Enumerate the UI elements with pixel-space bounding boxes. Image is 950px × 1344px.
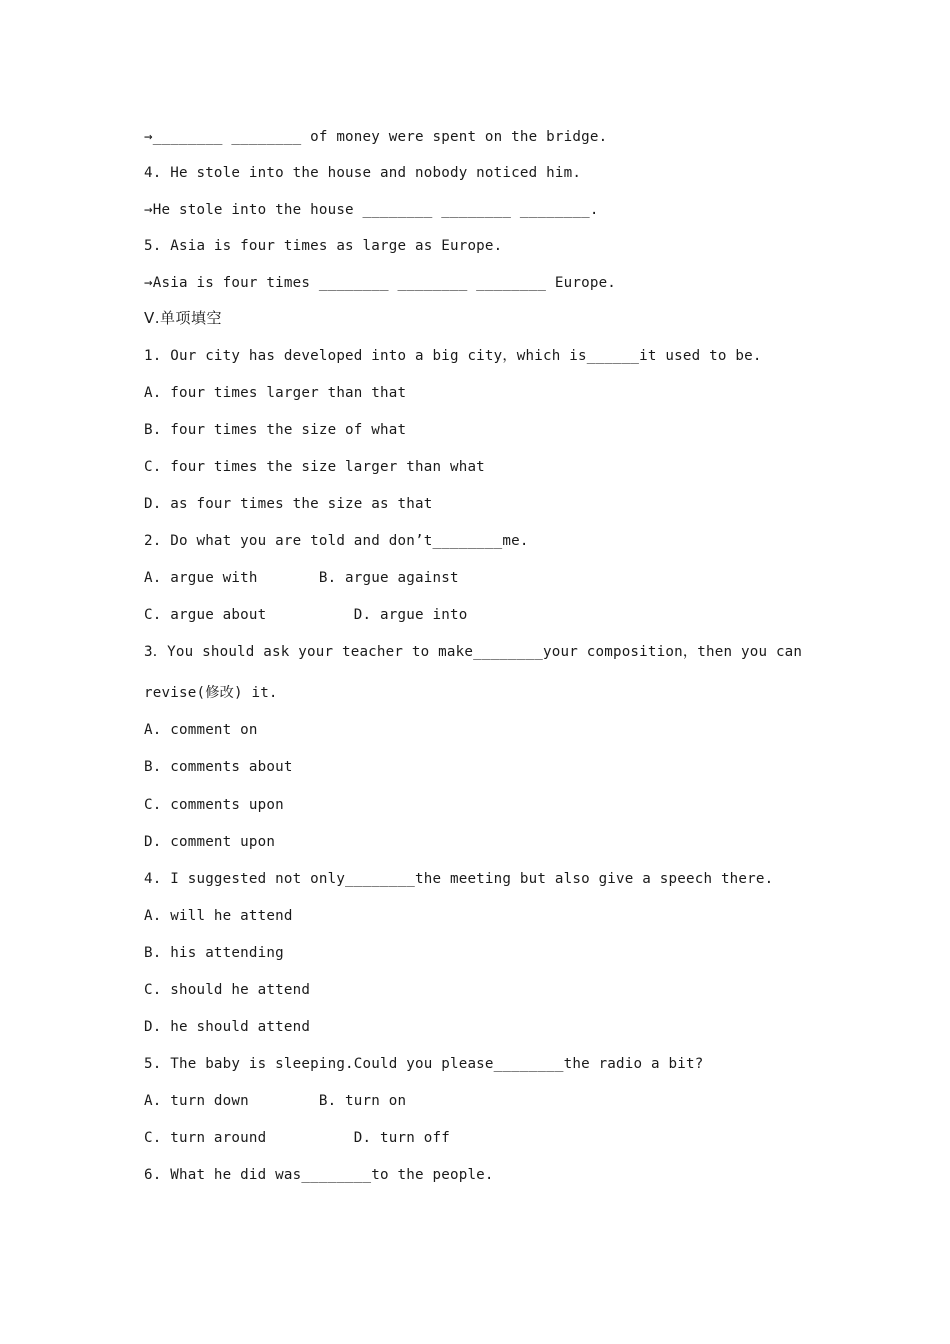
question-line: 6. What he did was________to the people. [144,1167,494,1183]
option-line: B. four times the size of what [144,422,407,438]
option-line: A. four times larger than that [144,385,407,401]
option-line: D. as four times the size as that [144,496,433,512]
option-line: A. will he attend [144,908,293,924]
exercise-line: 5. Asia is four times as large as Europe. [144,238,503,254]
option-line: A. comment on [144,722,258,738]
exercise-line: →________ ________ of money were spent on the bridge. [144,129,608,145]
question-line: 2. Do what you are told and don’t________me. [144,533,529,549]
question-line: 1. Our city has developed into a big city，which is______it used to be. [144,348,762,364]
option-line: C. four times the size larger than what [144,459,485,475]
option-line: B. comments about [144,759,293,775]
section-heading: Ⅴ.单项填空 [144,309,223,327]
option-line: D. comment upon [144,834,276,850]
exercise-line: →Asia is four times ________ ________ ________ Europe. [144,275,617,291]
option-line: A. turn down B. turn on [144,1093,407,1109]
exercise-line: 4. He stole into the house and nobody noticed him. [144,165,582,181]
question-line: revise(修改) it. [144,685,278,701]
option-line: C. turn around D. turn off [144,1130,450,1146]
option-line: D. he should attend [144,1019,311,1035]
option-line: C. should he attend [144,982,311,998]
option-line: C. argue about D. argue into [144,607,468,623]
option-line: A. argue with B. argue against [144,570,459,586]
question-line: 5. The baby is sleeping.Could you please________the radio a bit? [144,1056,704,1072]
question-line: 3．You should ask your teacher to make________your composition，then you can [144,644,803,660]
question-line: 4. I suggested not only________the meeting but also give a speech there. [144,871,774,887]
option-line: C. comments upon [144,797,284,813]
exercise-line: →He stole into the house ________ ________ ________. [144,202,599,218]
option-line: B. his attending [144,945,284,961]
